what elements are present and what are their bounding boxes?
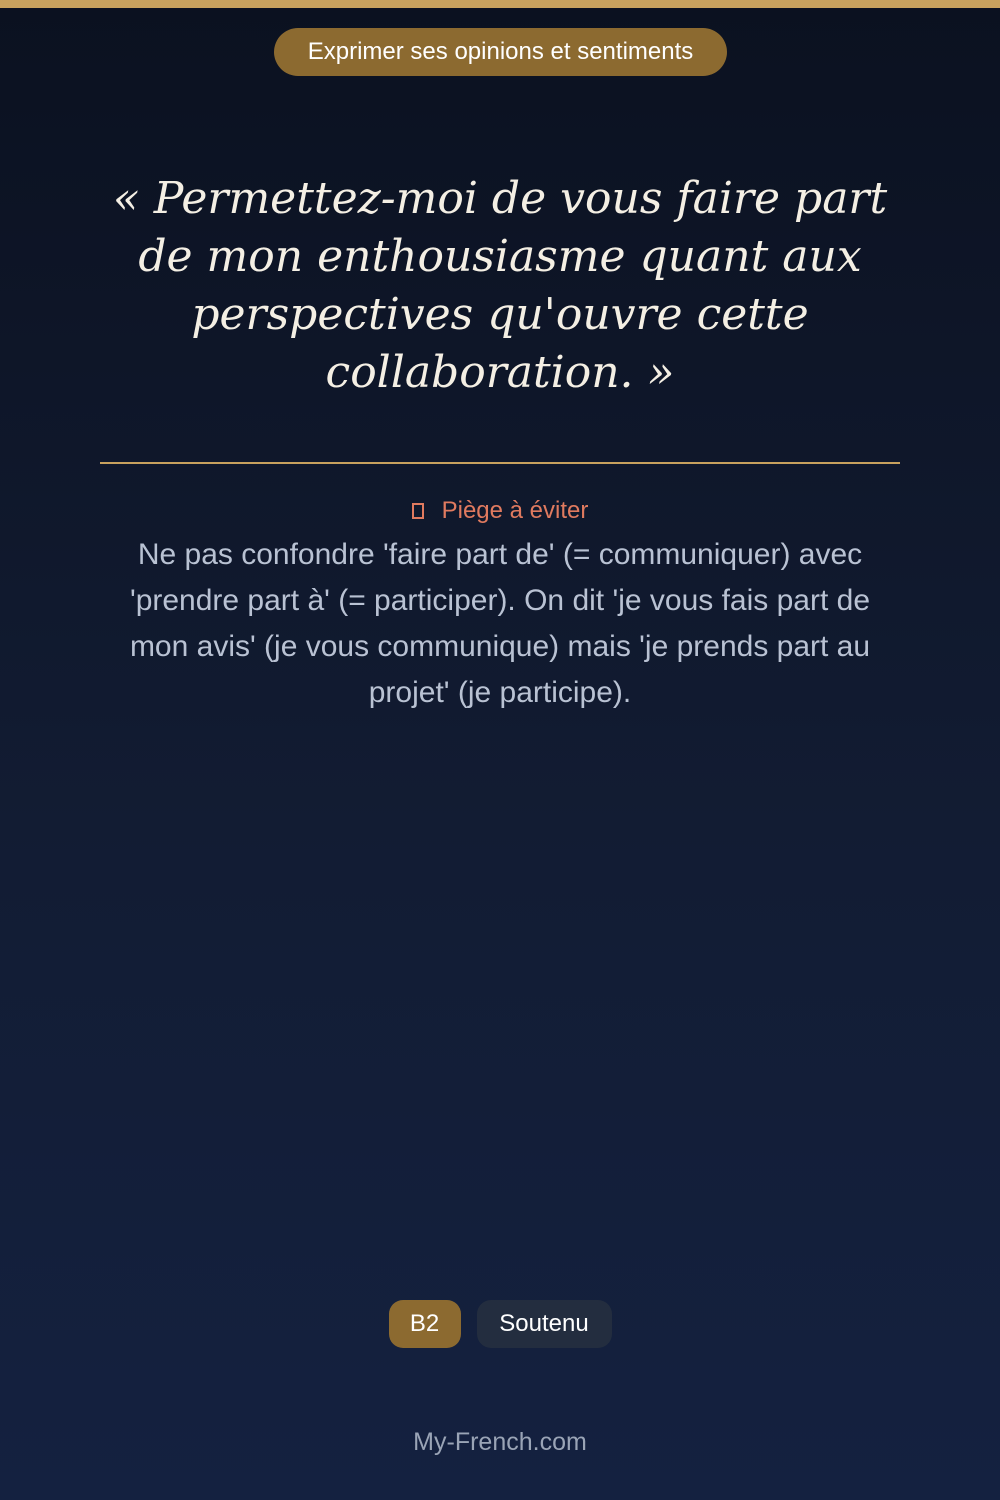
category-badge: Exprimer ses opinions et sentiments [274, 28, 727, 76]
warning-title: Piège à éviter [441, 497, 589, 524]
warning-heading [100, 494, 900, 528]
register-badge: Soutenu [477, 1300, 612, 1348]
warning-text: Ne pas confondre 'faire part de' (= communiquer) avec 'prendre part à' (= participer). On dit 'je vous fais part de mon avis' (je vous communique) mais 'je prends part au projet' (je participe). [129, 538, 871, 709]
tag-list [0, 1300, 1000, 1348]
footer-brand: My-French.com [413, 1428, 587, 1456]
example-quote: « Permettez-moi de vous faire part de mon enthousiasme quant aux perspectives qu'ouvre cette collaboration. » [112, 173, 888, 398]
level-badge: B2 [389, 1300, 461, 1348]
top-accent-bar [0, 0, 1000, 8]
divider [100, 462, 900, 464]
warning-icon [412, 503, 424, 519]
